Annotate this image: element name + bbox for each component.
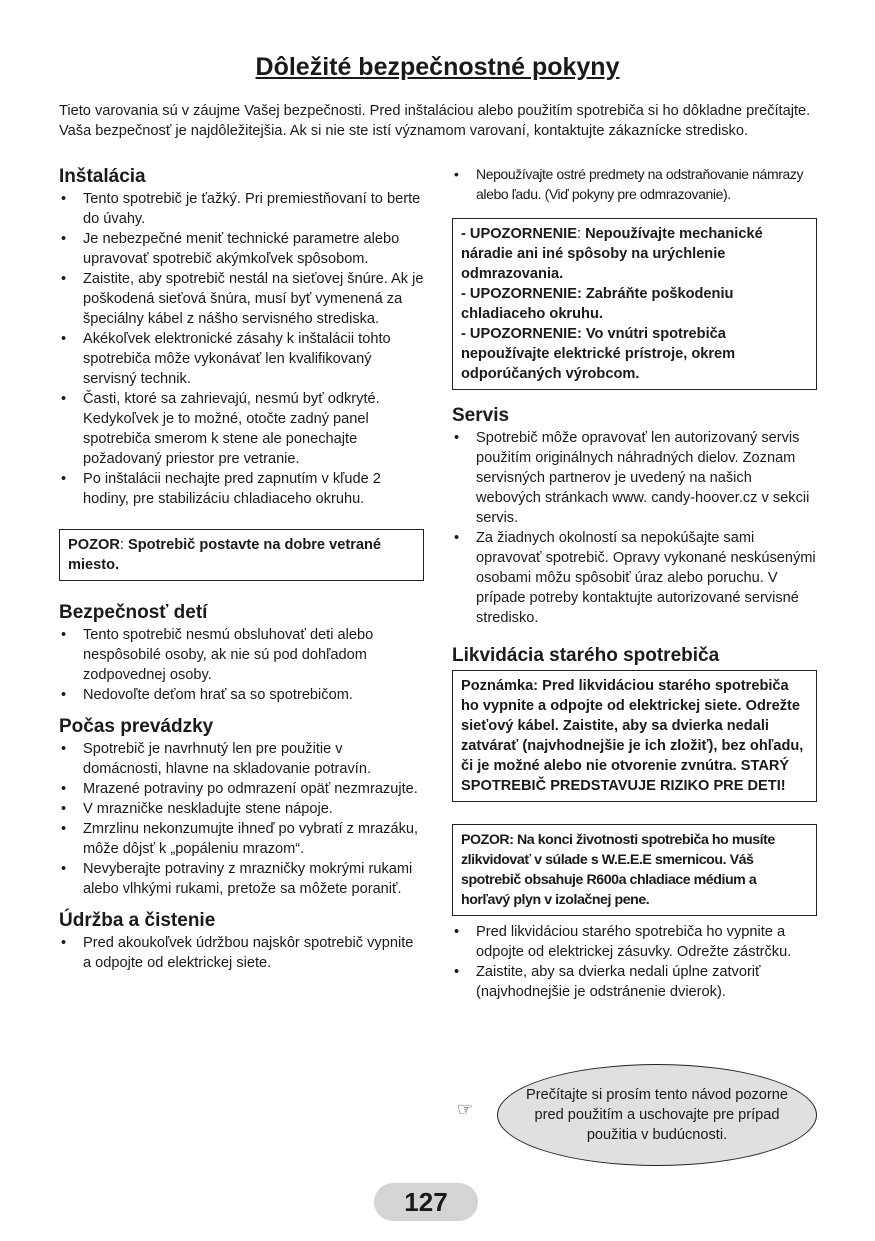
notice-separator: : [119, 537, 128, 553]
list-item: • Zaistite, aby sa dvierka nedali úplne zatvoriť (najvhodnejšie je odstránenie dvierok). [452, 962, 817, 1002]
maintenance-heading: Údržba a čistenie [59, 910, 216, 931]
list-item: • Tento spotrebič nesmú obsluhovať deti alebo nespôsobilé osoby, ak nie sú pod dohľadom zodpovednej osoby. [59, 625, 424, 685]
ventilation-notice-box [59, 529, 424, 581]
warning-label: - UPOZORNENIE [461, 226, 577, 242]
page-number: 127 [374, 1183, 478, 1221]
maintenance-list [59, 933, 424, 973]
children-list [59, 625, 424, 705]
warning-line: - UPOZORNENIE: Vo vnútri spotrebiča nepoužívajte elektrické prístroje, okrem odporúčaných výrobcom. [461, 326, 736, 382]
warning-text: Nepoužívajte mechanické náradie ani iné spôsoby na urýchlenie odmrazovania. [461, 226, 763, 282]
disposal-note-box: Poznámka: Pred likvidáciou starého spotrebiča ho vypnite a odpojte od elektrickej siete. Odrežte sieťový kábel. Zaistite, aby sa dvierka nedali zatvárať (najvhodnejšie je ich zložiť), bez ohľadu, či je možné alebo nie otvorenie zvnútra. STARÝ SPOTREBIČ PREDSTAVUJE RIZIKO PRE DETI! [452, 670, 817, 802]
list-item: • Nevyberajte potraviny z mrazničky mokrými rukami alebo vlhkými rukami, pretože sa môžete poraniť. [59, 859, 424, 899]
list-item: • Časti, ktoré sa zahrievajú, nesmú byť odkryté. Kedykoľvek je to možné, otočte zadný panel spotrebiča smerom k stene ale ponechajte požadovaný priestor pre vetranie. [59, 389, 424, 469]
disposal-heading: Likvidácia starého spotrebiča [452, 645, 720, 666]
list-item: • Zmrzlinu nekonzumujte ihneď po vybratí z mrazáku, môže dôjsť k „popáleniu mrazom“. [59, 819, 424, 859]
list-item: • Akékoľvek elektronické zásahy k inštalácii tohto spotrebiča môže vykonávať len kvalifikovaný servisný technik. [59, 329, 424, 389]
maintenance-section [59, 909, 424, 973]
warning-line [461, 224, 808, 284]
defrost-list [452, 164, 817, 204]
installation-list [59, 189, 424, 509]
intro-paragraph: Tieto varovania sú v záujme Vašej bezpečnosti. Pred inštaláciou alebo použitím spotrebiča si ho dôkladne prečítajte. Vaša bezpečnosť je najdôležitejšia. Ak si nie ste istí významom varovaní, kontaktujte zákaznícke stredisko. [59, 103, 811, 139]
list-item: • Za žiadnych okolností sa nepokúšajte sami opravovať spotrebič. Opravy vykonané neskúsenými osobami môžu spôsobiť úraz alebo poruchu. V prípade potreby kontaktujte autorizované servisné stredisko. [452, 528, 817, 628]
reminder-text: Prečítajte si prosím tento návod pozorne pred použitím a uschovajte pre prípad použitia v budúcnosti. [525, 1087, 789, 1143]
notice-text: Spotrebič postavte na dobre vetrané miesto. [68, 537, 382, 573]
right-column [452, 164, 817, 1002]
weee-notice-box: POZOR: Na konci životnosti spotrebiča ho musíte zlikvidovať v súlade s W.E.E.E smernicou. Váš spotrebič obsahuje R600a chladiace médium a horľavý plyn v izolačnej pene. [452, 824, 817, 916]
disposal-list [452, 922, 817, 1002]
page-title: Dôležité bezpečnostné pokyny [255, 53, 620, 81]
operation-section [59, 715, 424, 899]
children-section [59, 601, 424, 705]
disposal-section [452, 644, 817, 1002]
service-list [452, 428, 817, 628]
installation-heading: Inštalácia [59, 166, 146, 187]
notice-label: POZOR [68, 537, 120, 553]
list-item: • Pred akoukoľvek údržbou najskôr spotrebič vypnite a odpojte od elektrickej siete. [59, 933, 424, 973]
pointing-hand-icon: ☞ [457, 1099, 474, 1119]
list-item: • Zaistite, aby spotrebič nestál na sieťovej šnúre. Ak je poškodená sieťová šnúra, musí byť vymenená za špeciálny kábel z nášho servisného strediska. [59, 269, 424, 329]
children-heading: Bezpečnosť detí [59, 602, 208, 623]
operation-heading: Počas prevádzky [59, 716, 214, 737]
installation-section [59, 165, 424, 581]
list-item: • Mrazené potraviny po odmrazení opäť nezmrazujte. [59, 779, 424, 799]
list-item: • Spotrebič je navrhnutý len pre použitie v domácnosti, hlavne na skladovanie potravín. [59, 739, 424, 779]
list-item: • Tento spotrebič je ťažký. Pri premiestňovaní to berte do úvahy. [59, 189, 424, 229]
list-item: • Nepoužívajte ostré predmety na odstraňovanie námrazy alebo ľadu. (Viď pokyny pre odmrazovanie). [452, 164, 817, 204]
list-item: • Pred likvidáciou starého spotrebiča ho vypnite a odpojte od elektrickej zásuvky. Odrežte zástrčku. [452, 922, 817, 962]
service-heading: Servis [452, 405, 510, 426]
list-item: • Nedovoľte deťom hrať sa so spotrebičom. [59, 685, 424, 705]
list-item: • Spotrebič môže opravovať len autorizovaný servis použitím originálnych náhradných dielov. Zoznam servisných partnerov je uvedený na našich webových stránkach www. candy-hoover.cz v sekcii servis. [452, 428, 817, 528]
operation-list [59, 739, 424, 899]
list-item: • Je nebezpečné meniť technické parametre alebo upravovať spotrebič akýmkoľvek spôsobom. [59, 229, 424, 269]
reminder-oval [497, 1064, 817, 1166]
left-column [59, 165, 424, 973]
warning-separator: : [576, 226, 586, 242]
service-section [452, 404, 817, 628]
list-item: • Po inštalácii nechajte pred zapnutím v kľude 2 hodiny, pre stabilizáciu chladiaceho okruhu. [59, 469, 424, 509]
warning-box [452, 218, 817, 390]
warning-line: - UPOZORNENIE: Zabráňte poškodeniu chladiaceho okruhu. [461, 286, 734, 322]
list-item: • V mrazničke neskladujte stene nápoje. [59, 799, 424, 819]
